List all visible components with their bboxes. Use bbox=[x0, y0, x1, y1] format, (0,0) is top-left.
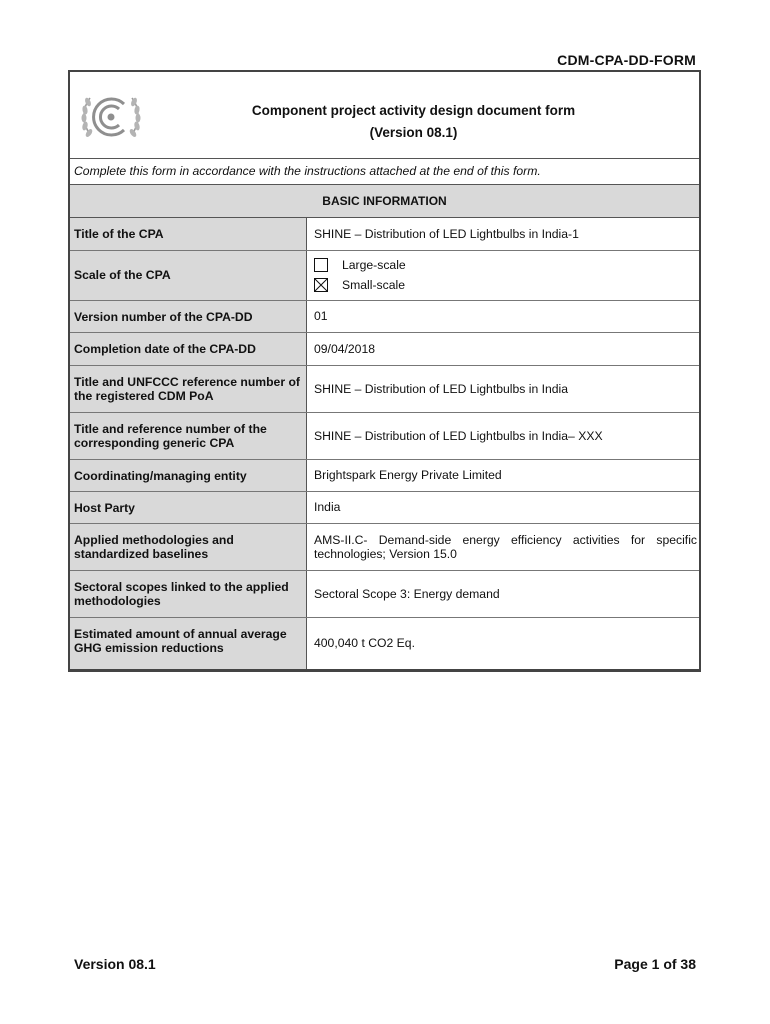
table-row bbox=[70, 523, 699, 570]
table-row bbox=[70, 412, 699, 459]
row-value: Sectoral Scope 3: Energy demand bbox=[307, 570, 700, 617]
row-label: Scale of the CPA bbox=[70, 250, 307, 300]
row-label: Version number of the CPA-DD bbox=[70, 300, 307, 332]
table-row bbox=[70, 491, 699, 523]
checkbox-checked-icon[interactable] bbox=[314, 278, 328, 292]
row-label: Sectoral scopes linked to the applied methodologies bbox=[70, 570, 307, 617]
table-row bbox=[70, 365, 699, 412]
table-row bbox=[70, 570, 699, 617]
row-label: Applied methodologies and standardized baselines bbox=[70, 523, 307, 570]
table-row bbox=[70, 300, 699, 332]
table-row bbox=[70, 459, 699, 491]
option-label: Small-scale bbox=[342, 278, 405, 292]
scale-option-small[interactable] bbox=[314, 275, 697, 295]
row-label: Title and reference number of the corresponding generic CPA bbox=[70, 412, 307, 459]
row-label: Host Party bbox=[70, 491, 307, 523]
row-value: AMS-II.C- Demand-side energy efficiency activities for specific technologies; Version 15.0 bbox=[307, 523, 700, 570]
table-row bbox=[70, 617, 699, 669]
row-value: India bbox=[307, 491, 700, 523]
row-value: SHINE – Distribution of LED Lightbulbs in India-1 bbox=[307, 218, 700, 250]
row-value: SHINE – Distribution of LED Lightbulbs in India bbox=[307, 365, 700, 412]
table-row bbox=[70, 250, 699, 300]
instruction-text: Complete this form in accordance with the instructions attached at the end of this form. bbox=[70, 159, 699, 185]
row-value: 400,040 t CO2 Eq. bbox=[314, 636, 415, 651]
basic-information-table bbox=[70, 218, 699, 669]
table-row bbox=[70, 218, 699, 250]
form-header bbox=[70, 72, 699, 159]
table-row bbox=[70, 332, 699, 365]
row-value: 09/04/2018 bbox=[307, 332, 700, 365]
row-label: Title and UNFCCC reference number of the registered CDM PoA bbox=[70, 365, 307, 412]
option-label: Large-scale bbox=[342, 258, 406, 272]
document-form bbox=[68, 70, 701, 672]
scale-options bbox=[307, 250, 700, 300]
row-value: SHINE – Distribution of LED Lightbulbs in India– XXX bbox=[307, 412, 700, 459]
form-title: Component project activity design document form bbox=[251, 103, 576, 118]
row-label: Coordinating/managing entity bbox=[70, 459, 307, 491]
checkbox-unchecked-icon[interactable] bbox=[314, 258, 328, 272]
section-title: BASIC INFORMATION bbox=[70, 185, 699, 218]
footer-version: Version 08.1 bbox=[74, 956, 156, 972]
row-value: 01 bbox=[307, 300, 700, 332]
form-version: (Version 08.1) bbox=[369, 125, 458, 140]
row-label: Title of the CPA bbox=[70, 218, 307, 250]
row-value: Brightspark Energy Private Limited bbox=[307, 459, 700, 491]
form-code: CDM-CPA-DD-FORM bbox=[557, 52, 696, 68]
row-label: Completion date of the CPA-DD bbox=[70, 332, 307, 365]
row-label: Estimated amount of annual average GHG emission reductions bbox=[70, 617, 307, 669]
scale-option-large[interactable] bbox=[314, 255, 697, 275]
footer-page-number: Page 1 of 38 bbox=[614, 956, 696, 972]
